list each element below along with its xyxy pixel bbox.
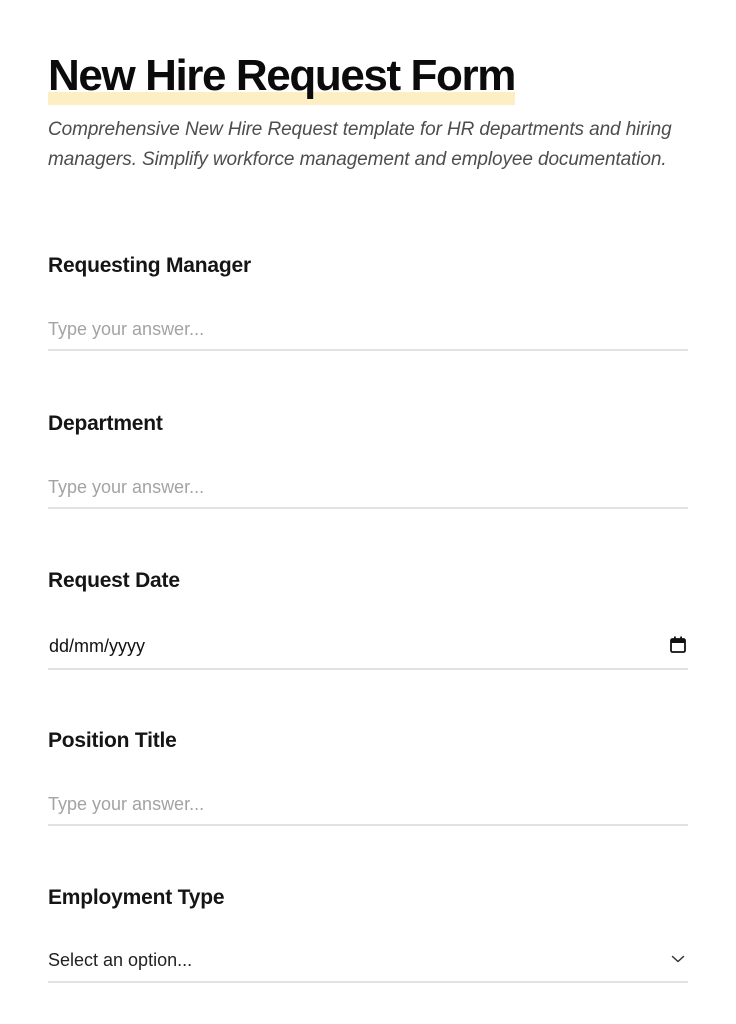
- requesting-manager-field: [48, 253, 688, 351]
- employment-type-field: [48, 885, 688, 983]
- requesting-manager-control: [48, 309, 688, 351]
- position-title-field: [48, 728, 688, 826]
- form-header: [48, 50, 515, 102]
- employment-type-selected-value[interactable]: Select an option...: [48, 950, 193, 970]
- position-title-input[interactable]: [48, 784, 688, 824]
- department-field: [48, 411, 688, 509]
- page-title: New Hire Request Form: [48, 51, 515, 100]
- form-description: Comprehensive New Hire Request template for HR departments and hiring managers. Simplify workforce management and employee documentation.: [48, 119, 672, 170]
- request-date-value[interactable]: dd/mm/yyyy: [49, 636, 146, 656]
- position-title-control: [48, 784, 688, 826]
- department-label: Department: [48, 412, 163, 435]
- employment-type-select[interactable]: [48, 941, 688, 983]
- request-date-label: Request Date: [48, 569, 180, 592]
- request-date-input[interactable]: [48, 626, 688, 670]
- position-title-label: Position Title: [48, 729, 177, 752]
- calendar-icon[interactable]: [670, 636, 686, 653]
- department-control: [48, 467, 688, 509]
- chevron-down-icon[interactable]: [671, 954, 685, 964]
- department-input[interactable]: [48, 467, 688, 507]
- requesting-manager-input[interactable]: [48, 309, 688, 349]
- requesting-manager-label: Requesting Manager: [48, 254, 251, 277]
- employment-type-label: Employment Type: [48, 886, 225, 909]
- request-date-field: [48, 568, 688, 670]
